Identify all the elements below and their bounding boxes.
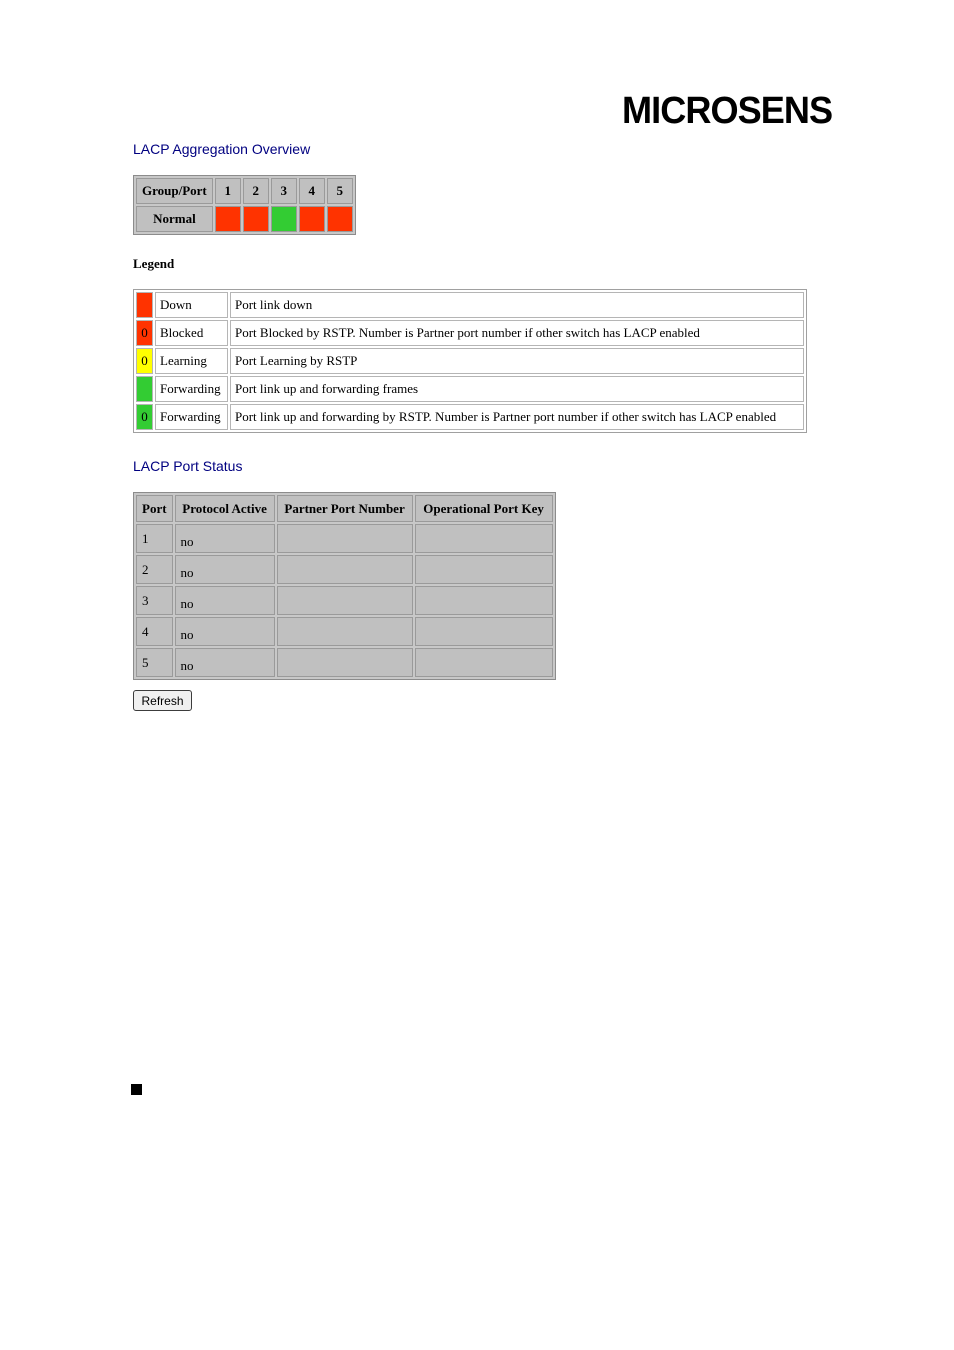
table-row <box>136 524 553 553</box>
port-state-cell-4 <box>299 206 325 232</box>
port-number: 3 <box>136 586 173 615</box>
col-header-port: Port <box>136 495 173 522</box>
legend-description: Port Learning by RSTP <box>230 348 804 374</box>
col-header-protocol-active: Protocol Active <box>175 495 275 522</box>
legend-label: Learning <box>155 348 228 374</box>
protocol-active: no <box>175 586 275 615</box>
port-state-cell-5 <box>327 206 353 232</box>
table-row <box>136 617 553 646</box>
legend-row <box>136 376 804 402</box>
legend-label: Blocked <box>155 320 228 346</box>
legend-row <box>136 292 804 318</box>
legend-description: Port Blocked by RSTP. Number is Partner port number if other switch has LACP enabled <box>230 320 804 346</box>
port-number: 2 <box>136 555 173 584</box>
col-header-op-key: Operational Port Key <box>415 495 553 522</box>
legend-title: Legend <box>133 256 175 271</box>
partner-port-number <box>277 617 413 646</box>
operational-port-key <box>415 648 553 677</box>
table-row <box>136 586 553 615</box>
port-state-cell-2 <box>243 206 269 232</box>
port-state-cell-1 <box>215 206 241 232</box>
legend-row <box>136 404 804 430</box>
operational-port-key <box>415 524 553 553</box>
port-header-2: 2 <box>243 178 269 204</box>
legend-swatch-down <box>136 292 153 318</box>
legend-label: Forwarding <box>155 376 228 402</box>
protocol-active: no <box>175 648 275 677</box>
legend-description: Port link down <box>230 292 804 318</box>
protocol-active: no <box>175 555 275 584</box>
aggregation-overview-title: LACP Aggregation Overview <box>133 141 311 157</box>
legend-swatch-blocked: 0 <box>136 320 153 346</box>
operational-port-key <box>415 617 553 646</box>
square-bullet-icon <box>131 1084 142 1095</box>
port-header-1: 1 <box>215 178 241 204</box>
aggregation-overview-table <box>133 175 356 235</box>
protocol-active: no <box>175 617 275 646</box>
legend-row <box>136 348 804 374</box>
legend-label: Forwarding <box>155 404 228 430</box>
aggregation-group-row <box>136 206 353 232</box>
legend-swatch-forwarding <box>136 376 153 402</box>
port-status-header-row <box>136 495 553 522</box>
protocol-active: no <box>175 524 275 553</box>
operational-port-key <box>415 555 553 584</box>
legend-swatch-forwarding-rstp: 0 <box>136 404 153 430</box>
port-number: 5 <box>136 648 173 677</box>
port-number: 1 <box>136 524 173 553</box>
legend-table <box>133 289 807 433</box>
legend-description: Port link up and forwarding by RSTP. Number is Partner port number if other switch has LACP enabled <box>230 404 804 430</box>
refresh-button[interactable]: Refresh <box>133 690 192 711</box>
group-name: Normal <box>136 206 213 232</box>
partner-port-number <box>277 524 413 553</box>
microsens-logo: MICROSENS <box>622 90 833 132</box>
partner-port-number <box>277 555 413 584</box>
partner-port-number <box>277 586 413 615</box>
port-header-5: 5 <box>327 178 353 204</box>
port-status-title: LACP Port Status <box>133 458 243 474</box>
group-port-header: Group/Port <box>136 178 213 204</box>
port-header-3: 3 <box>271 178 297 204</box>
col-header-partner-port: Partner Port Number <box>277 495 413 522</box>
table-row <box>136 648 553 677</box>
legend-row <box>136 320 804 346</box>
port-state-cell-3 <box>271 206 297 232</box>
port-status-table <box>133 492 556 680</box>
operational-port-key <box>415 586 553 615</box>
partner-port-number <box>277 648 413 677</box>
legend-description: Port link up and forwarding frames <box>230 376 804 402</box>
table-row <box>136 555 553 584</box>
port-header-4: 4 <box>299 178 325 204</box>
port-number: 4 <box>136 617 173 646</box>
legend-label: Down <box>155 292 228 318</box>
aggregation-header-row <box>136 178 353 204</box>
legend-swatch-learning: 0 <box>136 348 153 374</box>
